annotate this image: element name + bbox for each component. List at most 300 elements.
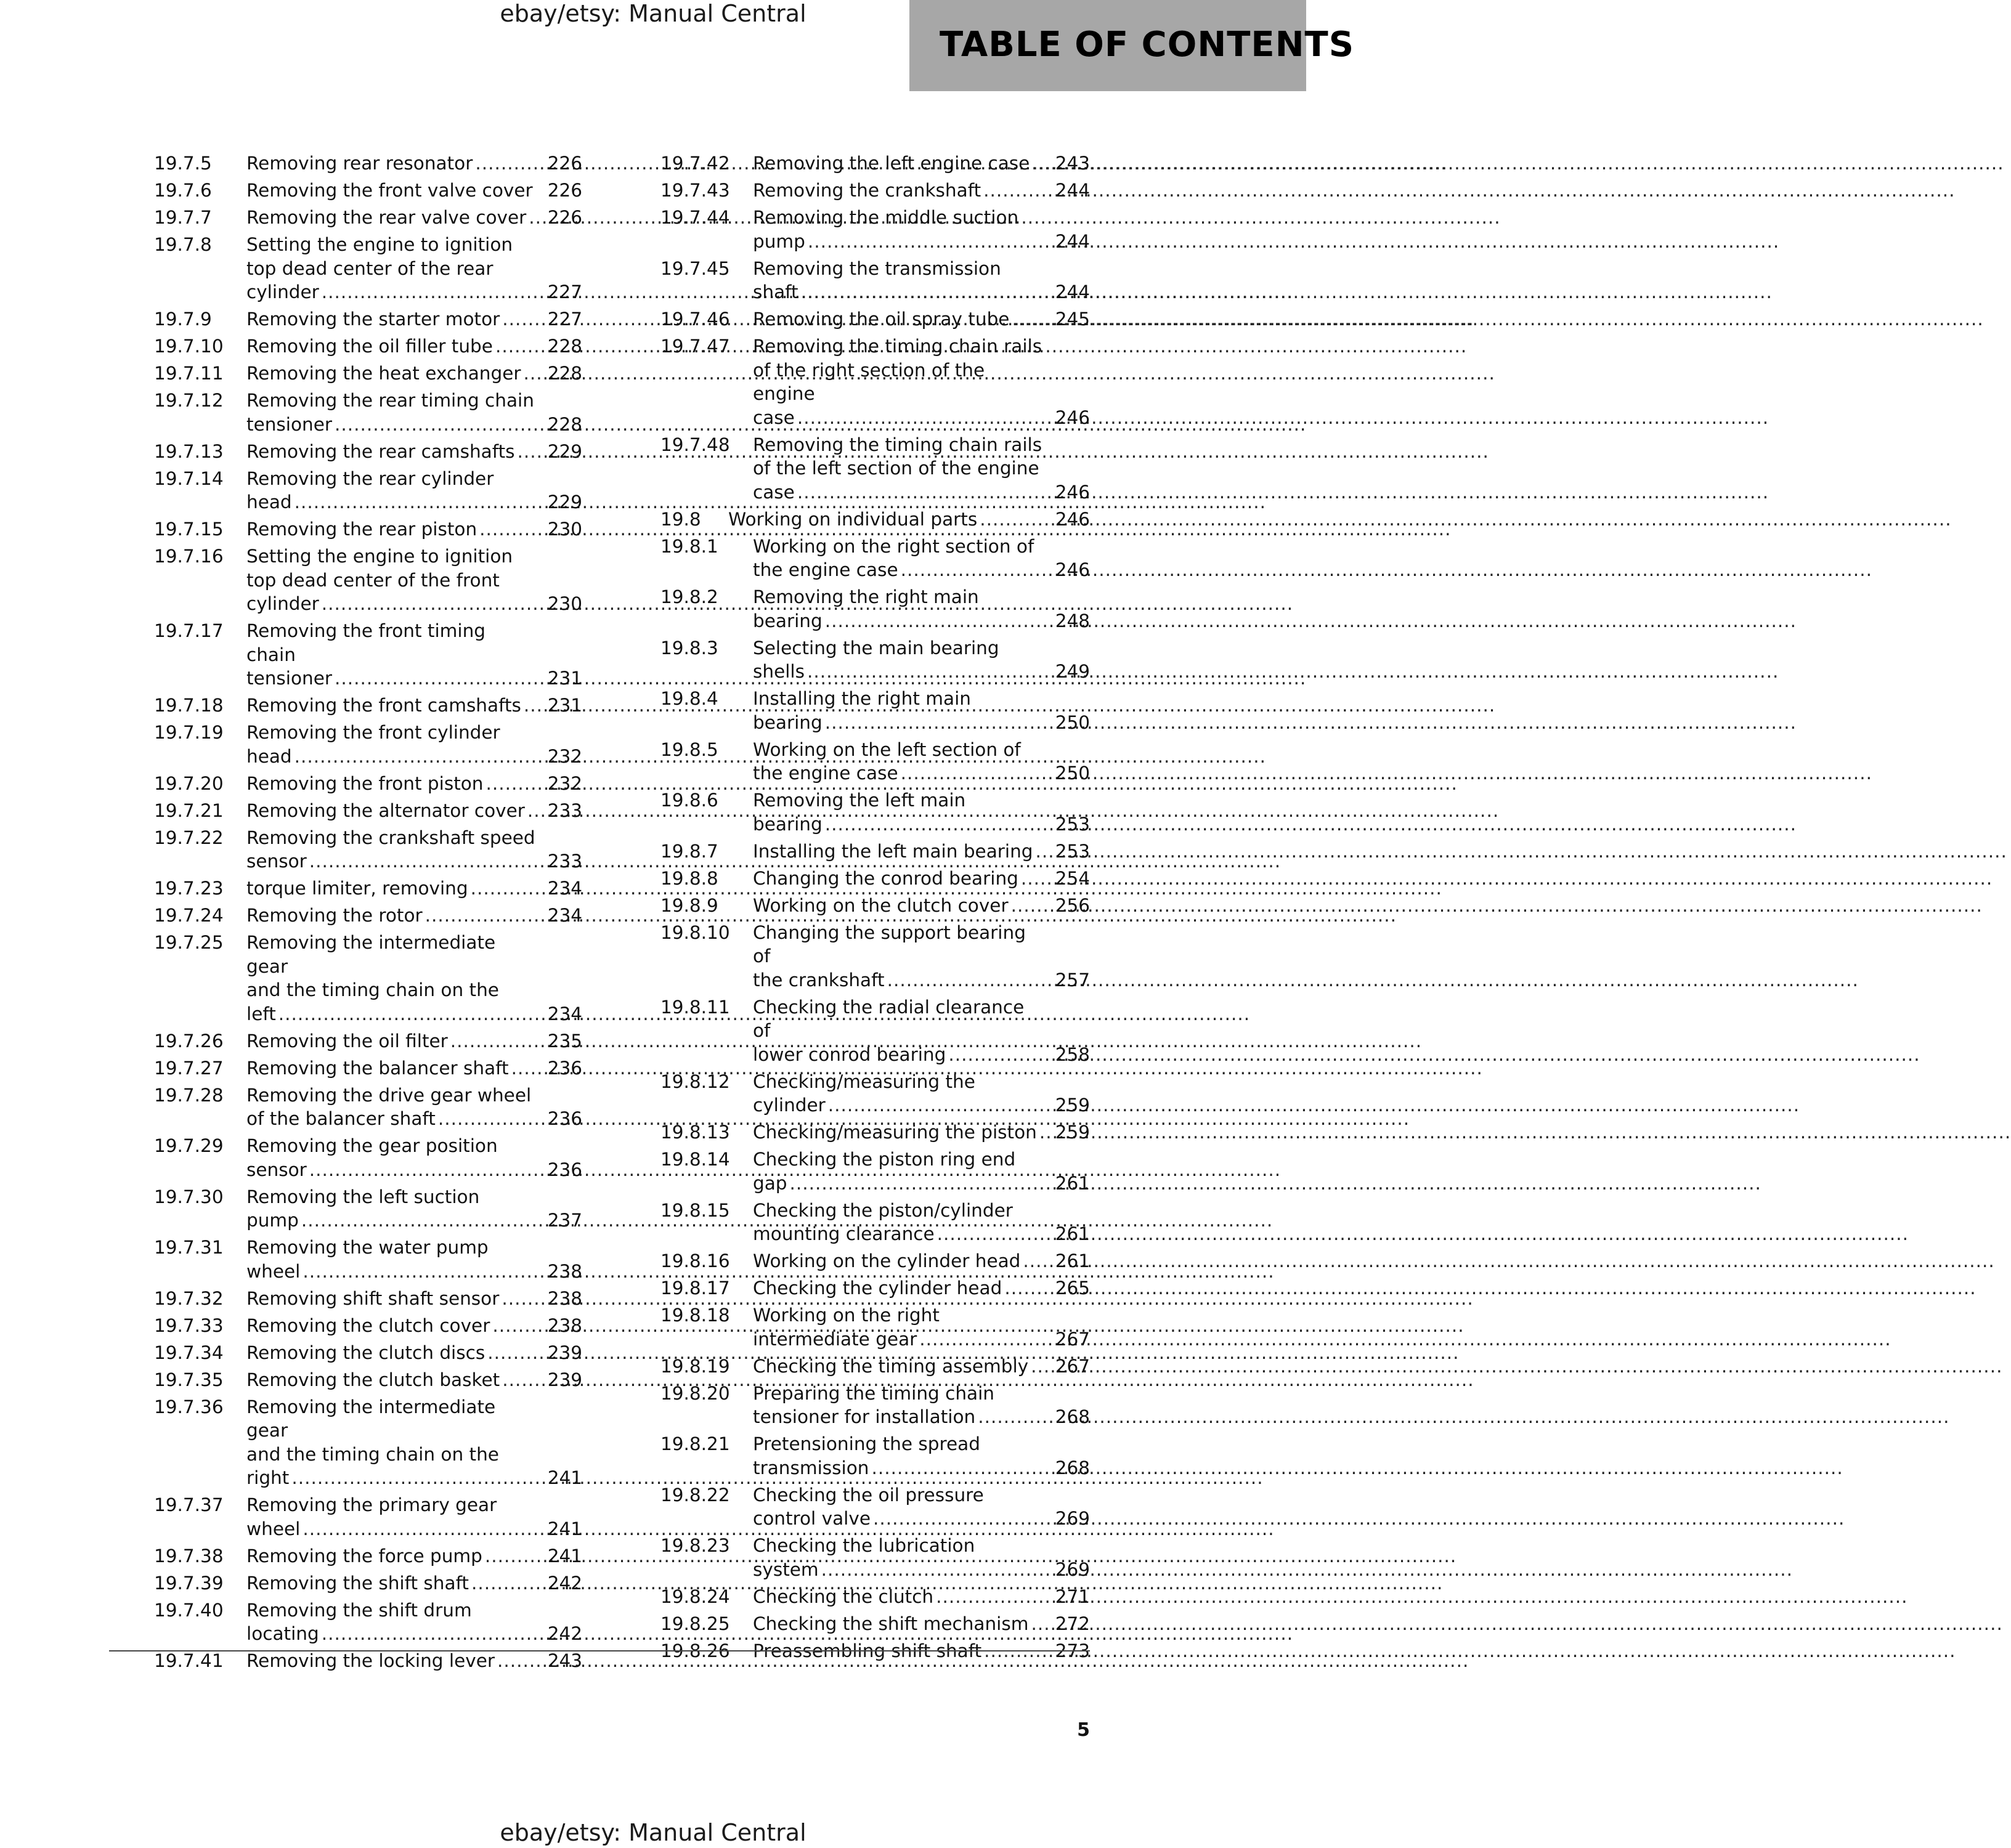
toc-entry-number: 19.8.26: [660, 1640, 730, 1661]
toc-entry-title: pump: [753, 230, 805, 252]
toc-entry-title: Checking the radial clearance of: [753, 996, 1025, 1041]
toc-entry-page: 235: [547, 1030, 582, 1052]
toc-entry-number: 19.8.18: [660, 1305, 730, 1326]
toc-entry[interactable]: [154, 1314, 582, 1338]
toc-entry-number: 19.8.13: [660, 1122, 730, 1143]
toc-entry-title: bearing: [753, 711, 823, 733]
toc-leader-dots: [948, 1043, 1920, 1067]
toc-entry[interactable]: [660, 433, 1090, 505]
toc-entry-title: pump: [246, 1210, 299, 1231]
toc-entry-number: 19.7.10: [154, 336, 224, 357]
toc-entry-number: 19.7.17: [154, 620, 224, 641]
toc-entry-title: Setting the engine to ignition: [246, 546, 513, 567]
toc-entry[interactable]: [154, 389, 582, 436]
toc-entry[interactable]: [660, 206, 1090, 253]
toc-entry-number: 19.8.22: [660, 1484, 730, 1506]
toc-entry[interactable]: [154, 334, 582, 359]
toc-entry-number: 19.7.35: [154, 1369, 224, 1390]
toc-entry-title: Removing the heat exchanger: [246, 363, 521, 384]
toc-entry-title: Checking the timing assembly: [753, 1355, 1029, 1377]
toc-entry-title: locating: [246, 1623, 319, 1644]
toc-entry[interactable]: [660, 1249, 1090, 1273]
toc-entry-number: 19.7.13: [154, 440, 224, 462]
toc-entry[interactable]: [660, 179, 1090, 203]
toc-entry-title: Removing the rotor: [246, 905, 423, 926]
toc-entry[interactable]: [154, 826, 582, 873]
toc-entry-page: 253: [1055, 813, 1090, 835]
toc-entry-title: Removing the primary gear: [246, 1494, 497, 1515]
toc-entry-page: 254: [1055, 867, 1090, 889]
toc-leader-dots: [871, 1456, 1843, 1480]
toc-entry-page: 244: [1055, 282, 1090, 302]
toc-leader-dots: [808, 230, 1779, 254]
toc-entry-number: 19.7.48: [660, 434, 730, 455]
toc-entry[interactable]: [660, 585, 1090, 633]
toc-entry-number: 19.8.5: [660, 739, 718, 760]
toc-entry-number: 19.8.14: [660, 1149, 730, 1170]
toc-leader-dots: [797, 480, 1769, 505]
toc-entry[interactable]: [660, 894, 1090, 918]
toc-entry-page: 236: [547, 1159, 582, 1180]
toc-entry[interactable]: [154, 1368, 582, 1392]
toc-entry-title: tensioner: [246, 668, 333, 689]
toc-entry[interactable]: [660, 840, 1090, 864]
toc-leader-dots: [1004, 1276, 1976, 1300]
toc-entry[interactable]: [660, 1276, 1090, 1300]
toc-entry-title: wheel: [246, 1260, 301, 1282]
toc-entry-number: 19.8.19: [660, 1355, 730, 1377]
toc-entry-title: Installing the left main bearing: [753, 840, 1033, 862]
toc-entry-title: Removing the clutch discs: [246, 1342, 485, 1363]
toc-entry-title: Removing the oil spray tube: [753, 309, 1010, 330]
toc-entry[interactable]: [154, 1185, 582, 1233]
toc-entry-title: Checking the lubrication: [753, 1535, 975, 1556]
toc-entry-page: 258: [1055, 1044, 1090, 1065]
toc-entry-page: 237: [547, 1210, 582, 1231]
toc-entry-page: 256: [1055, 894, 1090, 916]
toc-entry-title: bearing: [753, 610, 823, 631]
toc-entry-number: 19.7.31: [154, 1237, 224, 1258]
toc-entry[interactable]: [154, 904, 582, 928]
toc-entry[interactable]: [660, 535, 1090, 582]
toc-entry-number: 19.7.12: [154, 390, 224, 411]
toc-entry-page: 253: [1055, 840, 1090, 862]
toc-entry-title: Removing the right main: [753, 586, 979, 607]
toc-entry-number: 19.7.24: [154, 905, 224, 926]
toc-entry-page: 265: [1055, 1278, 1090, 1299]
toc-leader-dots: [1036, 840, 2007, 864]
toc-entry-title: lower conrod bearing: [753, 1044, 946, 1065]
toc-entry[interactable]: [154, 1649, 582, 1673]
toc-entry[interactable]: [154, 307, 582, 331]
toc-entry-title: cylinder: [246, 593, 319, 614]
toc-entry-number: 19.7.37: [154, 1494, 224, 1515]
toc-leader-dots: [797, 406, 1769, 430]
toc-entry-title: Removing the oil filter: [246, 1030, 448, 1052]
toc-entry-title: Checking the clutch: [753, 1586, 934, 1607]
toc-entry-page: 236: [547, 1108, 582, 1129]
toc-entry[interactable]: [660, 995, 1090, 1067]
toc-entry-title: Removing the oil filler tube: [246, 336, 493, 357]
toc-entry-number: 19.8.20: [660, 1382, 730, 1404]
toc-entry[interactable]: [154, 799, 582, 823]
toc-entry[interactable]: [154, 517, 582, 541]
toc-leader-dots: [1039, 1121, 2011, 1145]
toc-entry-title: Removing the rear timing chain: [246, 390, 534, 411]
toc-entry-number: 19.8.23: [660, 1535, 730, 1556]
toc-entry-number: 19.7.45: [660, 257, 730, 279]
toc-entry-number: 19.7.36: [154, 1396, 224, 1417]
toc-entry-title: gap: [753, 1172, 787, 1194]
toc-entry[interactable]: [154, 1341, 582, 1365]
toc-entry-title: the engine case: [753, 559, 898, 580]
toc-entry-title: Removing the rear piston: [246, 519, 477, 540]
toc-entry-title: Installing the right main: [753, 688, 971, 709]
toc-entry[interactable]: [154, 877, 582, 901]
toc-entry-number: 19.7.6: [154, 180, 212, 201]
toc-leader-dots: [801, 280, 1773, 304]
toc-entry-title: Removing the rear camshafts: [246, 440, 515, 462]
toc-entry-page: 243: [1055, 153, 1090, 174]
toc-entry-page: 231: [547, 695, 582, 716]
toc-entry-number: 19.7.18: [154, 695, 224, 716]
toc-entry-title: Removing the transmission: [753, 257, 1001, 279]
toc-entry-number: 19.8.6: [660, 790, 718, 811]
toc-entry-title: Removing the gear position: [246, 1135, 498, 1156]
toc-entry-number: 19.7.47: [660, 336, 730, 357]
page-number: 5: [1077, 1719, 1090, 1741]
toc-leader-dots: [821, 1558, 1793, 1582]
toc-entry-number: 19.7.21: [154, 800, 224, 821]
toc-entry-number: 19.8.2: [660, 586, 718, 607]
toc-entry-page: 234: [547, 878, 582, 899]
toc-entry-page: 232: [547, 745, 582, 767]
toc-entry-title: Removing the water pump: [246, 1237, 489, 1258]
toc-entry-title: Removing the starter motor: [246, 309, 500, 330]
toc-entry-page: 229: [547, 492, 582, 513]
toc-entry[interactable]: [154, 206, 582, 230]
toc-entry[interactable]: [660, 152, 1090, 176]
toc-entry-title: top dead center of the front: [246, 569, 500, 591]
toc-entry[interactable]: [660, 867, 1090, 891]
toc-leader-dots: [1021, 867, 1993, 891]
toc-entry-page: 267: [1055, 1328, 1090, 1350]
toc-entry-number: 19.7.43: [660, 180, 730, 201]
toc-leader-dots: [1031, 1355, 2002, 1379]
toc-entry-page: 236: [547, 1057, 582, 1079]
toc-entry[interactable]: [660, 788, 1090, 836]
toc-entry-title: case: [753, 481, 795, 503]
toc-entry-title: Removing the left main: [753, 790, 966, 811]
toc-entry-title: Selecting the main bearing: [753, 637, 999, 659]
toc-entry[interactable]: [154, 1134, 582, 1181]
toc-entry-number: 19.7.41: [154, 1650, 224, 1671]
toc-entry-page: 250: [1055, 763, 1090, 784]
toc-entry-number: 19.7.42: [660, 153, 730, 174]
toc-entry-number: 19.8.8: [660, 867, 718, 889]
toc-entry-page: 228: [547, 413, 582, 435]
toc-entry[interactable]: [154, 1287, 582, 1311]
toc-entry-number: 19.7.19: [154, 722, 224, 743]
toc-entry-title: Working on the right: [753, 1305, 940, 1326]
toc-entry-number: 19.7.30: [154, 1186, 224, 1207]
toc-entry-page: 261: [1055, 1172, 1090, 1194]
toc-entry-title: top dead center of the rear: [246, 257, 494, 279]
toc-entry-title: Removing rear resonator: [246, 153, 473, 174]
toc-entry[interactable]: [660, 508, 1090, 532]
toc-entry-number: 19.7.22: [154, 827, 224, 848]
toc-entry-title: Removing the alternator cover: [246, 800, 525, 821]
toc-entry-number: 19.7.40: [154, 1599, 224, 1621]
toc-entry-page: 234: [547, 905, 582, 926]
toc-entry-page: 268: [1055, 1457, 1090, 1478]
toc-entry-page: 229: [547, 440, 582, 462]
toc-leader-dots: [1012, 307, 1983, 331]
toc-entry-title: Removing the intermediate gear: [246, 1396, 496, 1441]
toc-entry[interactable]: [660, 1070, 1090, 1117]
toc-entry-number: 19.7.7: [154, 207, 212, 228]
toc-entry[interactable]: [154, 440, 582, 464]
toc-leader-dots: [1031, 1612, 2002, 1636]
toc-entry-title: the crankshaft: [753, 969, 885, 991]
toc-entry[interactable]: [660, 1303, 1090, 1351]
toc-entry-title: Removing the clutch basket: [246, 1369, 500, 1390]
toc-entry-number: 19.7.34: [154, 1342, 224, 1363]
toc-leader-dots: [825, 711, 1797, 735]
toc-entry-number: 19.8: [660, 508, 701, 530]
toc-entry-title: system: [753, 1558, 819, 1580]
page-title: TABLE OF CONTENTS: [940, 25, 1355, 65]
toc-entry-page: 245: [1055, 309, 1090, 330]
toc-entry-page: 241: [547, 1467, 582, 1488]
toc-entry-page: 269: [1055, 1558, 1090, 1580]
toc-entry[interactable]: [154, 1236, 582, 1283]
toc-entry[interactable]: [660, 1534, 1090, 1581]
toc-leader-dots: [825, 813, 1797, 837]
toc-entry-title: of the left section of the engine: [753, 458, 1039, 479]
toc-entry[interactable]: [660, 1432, 1090, 1480]
toc-entry[interactable]: [660, 307, 1090, 331]
toc-entry[interactable]: [154, 1084, 582, 1131]
toc-entry-title: Removing the rear cylinder: [246, 468, 494, 489]
toc-leader-dots: [873, 1507, 1845, 1531]
toc-entry-number: 19.7.46: [660, 309, 730, 330]
toc-entry-number: 19.7.8: [154, 234, 212, 255]
toc-entry-title: Removing the balancer shaft: [246, 1057, 509, 1079]
toc-entry[interactable]: [660, 636, 1090, 684]
toc-entry-title: of the right section of the engine: [753, 359, 985, 404]
toc-entry-number: 19.7.23: [154, 878, 224, 899]
toc-entry-number: 19.8.10: [660, 922, 730, 943]
toc-entry-title: Pretensioning the spread: [753, 1433, 980, 1454]
toc-entry-page: 242: [547, 1623, 582, 1644]
toc-entry-title: torque limiter, removing: [246, 878, 468, 899]
toc-entry-number: 19.7.32: [154, 1287, 224, 1309]
toc-entry[interactable]: [154, 772, 582, 796]
toc-entry-page: 246: [1055, 508, 1090, 530]
toc-entry[interactable]: [154, 619, 582, 691]
toc-entry-title: intermediate gear: [753, 1328, 917, 1350]
toc-entry-page: 230: [547, 519, 582, 540]
toc-entry-title: Removing the left suction: [246, 1186, 480, 1207]
toc-entry-title: Checking/measuring the: [753, 1071, 975, 1092]
toc-leader-dots: [790, 1172, 1761, 1196]
toc-entry-page: 243: [547, 1650, 582, 1671]
toc-entry-page: 228: [547, 336, 582, 357]
toc-entry-page: 233: [547, 851, 582, 872]
watermark-bottom: ebay/etsy: Manual Central: [500, 1819, 806, 1846]
toc-entry-number: 19.7.26: [154, 1030, 224, 1052]
toc-entry-page: 246: [1055, 559, 1090, 580]
toc-entry-number: 19.8.7: [660, 840, 718, 862]
toc-entry-title: Working on individual parts: [728, 508, 978, 530]
toc-entry-title: tensioner for installation: [753, 1406, 976, 1427]
toc-entry[interactable]: [660, 1121, 1090, 1145]
toc-entry-number: 19.8.21: [660, 1433, 730, 1454]
toc-entry-title: Changing the support bearing of: [753, 922, 1026, 967]
toc-entry-title: and the timing chain on the: [246, 979, 499, 1000]
toc-entry-page: 271: [1055, 1586, 1090, 1607]
toc-entry-title: Removing the front timing chain: [246, 620, 486, 665]
toc-entry[interactable]: [660, 1382, 1090, 1429]
toc-entry-title: Working on the cylinder head: [753, 1250, 1021, 1271]
toc-leader-dots: [983, 179, 1955, 203]
toc-entry-page: 233: [547, 800, 582, 821]
toc-entry[interactable]: [154, 1544, 582, 1568]
toc-entry[interactable]: [154, 1599, 582, 1646]
toc-entry[interactable]: [660, 1148, 1090, 1195]
toc-entry[interactable]: [154, 1029, 582, 1053]
toc-entry-title: of the balancer shaft: [246, 1108, 436, 1129]
toc-entry-title: the engine case: [753, 763, 898, 784]
toc-leader-dots: [1032, 152, 2004, 176]
toc-entry-title: Removing the left engine case: [753, 153, 1030, 174]
toc-entry[interactable]: [660, 1199, 1090, 1246]
toc-entry[interactable]: [660, 921, 1090, 992]
toc-entry-page: 227: [547, 282, 582, 302]
toc-entry-title: Working on the left section of: [753, 739, 1021, 760]
toc-entry[interactable]: [154, 467, 582, 514]
toc-entry-title: cylinder: [246, 282, 319, 302]
toc-entry-title: Checking the piston ring end: [753, 1149, 1016, 1170]
toc-entry-number: 19.7.27: [154, 1057, 224, 1079]
toc-entry-number: 19.7.25: [154, 932, 224, 953]
toc-entry[interactable]: [660, 738, 1090, 785]
toc-entry-page: 226: [547, 180, 582, 201]
toc-leader-dots: [828, 1093, 1800, 1117]
toc-entry[interactable]: [154, 1395, 582, 1490]
toc-entry-title: control valve: [753, 1508, 871, 1529]
toc-entry[interactable]: [154, 1571, 582, 1595]
toc-entry-page: 234: [547, 1003, 582, 1024]
toc-entry-number: 19.8.11: [660, 996, 730, 1018]
toc-entry-title: case: [753, 407, 795, 428]
toc-entry[interactable]: [154, 233, 582, 304]
toc-leader-dots: [1011, 894, 1983, 918]
toc-entry-title: cylinder: [753, 1095, 826, 1116]
footer-divider: [109, 1650, 1090, 1651]
toc-entry-page: 272: [1055, 1613, 1090, 1634]
toc-entry-title: Checking the oil pressure: [753, 1484, 984, 1506]
toc-entry[interactable]: [154, 545, 582, 616]
toc-entry-page: 261: [1055, 1250, 1090, 1271]
toc-entry-title: Removing the locking lever: [246, 1650, 495, 1671]
toc-entry[interactable]: [154, 721, 582, 768]
toc-entry-page: 257: [1055, 969, 1090, 991]
toc-leader-dots: [807, 660, 1779, 684]
toc-entry-page: 241: [547, 1545, 582, 1566]
toc-entry-number: 19.7.38: [154, 1545, 224, 1566]
toc-entry-page: 230: [547, 593, 582, 614]
toc-entry-number: 19.8.24: [660, 1586, 730, 1607]
toc-entry[interactable]: [154, 1056, 582, 1080]
toc-entry-page: 226: [547, 153, 582, 174]
toc-entry-page: 238: [547, 1260, 582, 1282]
toc-entry-number: 19.7.44: [660, 207, 730, 228]
toc-entry[interactable]: [660, 687, 1090, 734]
toc-column-left: [154, 152, 582, 1676]
toc-entry-page: 242: [547, 1572, 582, 1594]
toc-entry-page: 269: [1055, 1508, 1090, 1529]
toc-entry-number: 19.7.20: [154, 772, 224, 794]
toc-leader-dots: [1023, 1249, 1994, 1273]
toc-entry-page: 273: [1055, 1640, 1090, 1661]
toc-entry[interactable]: [154, 362, 582, 386]
toc-entry-number: 19.7.5: [154, 153, 212, 174]
toc-entry-title: tensioner: [246, 413, 333, 435]
toc-leader-dots: [887, 968, 1859, 992]
toc-entry-title: Removing the timing chain rails: [753, 434, 1042, 455]
toc-leader-dots: [984, 1639, 1956, 1663]
toc-entry-title: Removing the front valve cover: [246, 180, 533, 201]
toc-leader-dots: [978, 1405, 1949, 1429]
toc-entry-title: Removing the front camshafts: [246, 695, 521, 716]
toc-entry[interactable]: [154, 152, 582, 176]
toc-entry[interactable]: [660, 1585, 1090, 1609]
toc-entry-page: 244: [1055, 180, 1090, 201]
toc-entry[interactable]: [154, 1493, 582, 1541]
toc-entry-number: 19.8.3: [660, 637, 718, 659]
toc-entry-page: 227: [547, 309, 582, 330]
toc-entry-page: 238: [547, 1315, 582, 1336]
toc-entry-number: 19.7.28: [154, 1084, 224, 1106]
toc-entry[interactable]: [660, 1355, 1090, 1379]
toc-entry[interactable]: [154, 179, 582, 203]
toc-entry-title: Preassembling shift shaft: [753, 1640, 982, 1661]
toc-entry-title: right: [246, 1467, 290, 1488]
toc-entry-number: 19.8.25: [660, 1613, 730, 1634]
toc-entry-page: 261: [1055, 1223, 1090, 1244]
toc-leader-dots: [980, 508, 1951, 532]
toc-entry[interactable]: [660, 257, 1090, 304]
toc-entry-page: 239: [547, 1369, 582, 1390]
toc-entry-title: and the timing chain on the: [246, 1443, 499, 1465]
toc-entry-title: Removing the crankshaft: [753, 180, 981, 201]
toc-entry-title: shells: [753, 661, 805, 682]
toc-entry[interactable]: [154, 931, 582, 1026]
toc-entry-title: transmission: [753, 1457, 869, 1478]
toc-entry-number: 19.8.17: [660, 1278, 730, 1299]
toc-entry[interactable]: [154, 694, 582, 718]
toc-entry-title: Removing the rear valve cover: [246, 207, 527, 228]
toc-entry[interactable]: [660, 1483, 1090, 1531]
toc-entry-title: Removing the crankshaft speed: [246, 827, 535, 848]
toc-entry-number: 19.8.1: [660, 535, 718, 557]
toc-entry[interactable]: [660, 334, 1090, 429]
toc-entry-number: 19.8.9: [660, 894, 718, 916]
toc-entry-number: 19.8.4: [660, 688, 718, 709]
toc-entry[interactable]: [660, 1612, 1090, 1636]
